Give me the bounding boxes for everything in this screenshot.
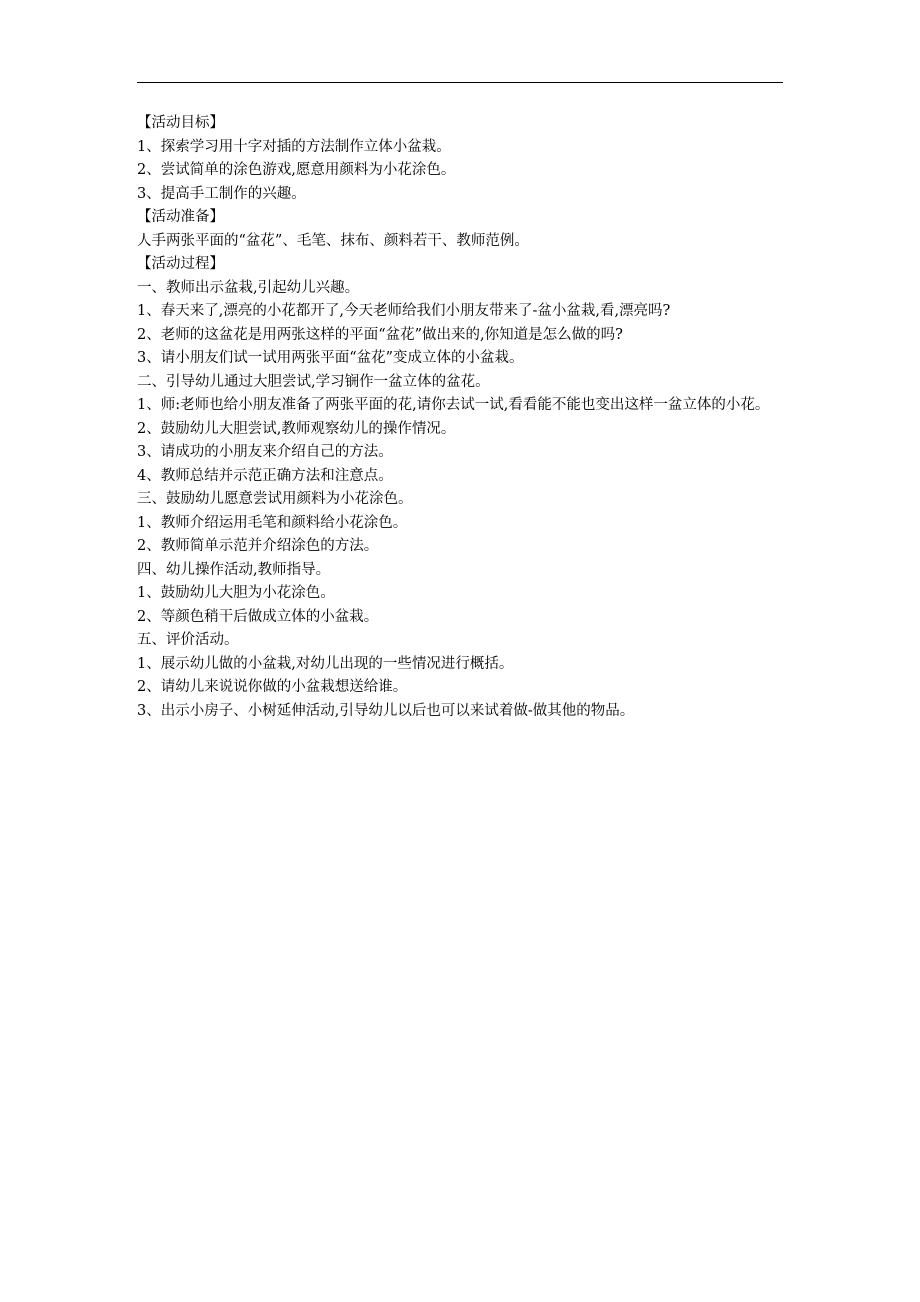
step-heading-4: 四、幼儿操作活动,教师指导。 — [137, 561, 331, 578]
section-heading-process: 【活动过程】 — [137, 256, 224, 272]
goal-item-3: 3、提高手工制作的兴趣。 — [137, 185, 306, 202]
step-4-item-1: 1、鼓励幼儿大胆为小花涂色。 — [137, 585, 335, 601]
step-heading-3: 三、鼓励幼儿愿意尝试用颜料为小花涂色。 — [137, 491, 413, 507]
step-1-item-1: 1、春天来了,漂亮的小花都开了,今天老师给我们小朋友带来了-盆小盆栽,看,漂亮吗? — [137, 303, 671, 319]
step-1-item-2: 2、老师的这盆花是用两张这样的平面“盆花”做出来的,你知道是怎么做的吗? — [137, 326, 623, 343]
step-5-item-1: 1、展示幼儿做的小盆栽,对幼儿出现的一些情况进行概括。 — [137, 655, 514, 672]
step-5-item-3: 3、出示小房子、小树延伸活动,引导幼儿以后也可以来试着做-做其他的物品。 — [137, 702, 635, 719]
step-1-item-3: 3、请小朋友们试一试用两张平面“盆花”变成立体的小盆栽。 — [137, 350, 524, 366]
step-heading-1: 一、教师出示盆栽,引起幼儿兴趣。 — [137, 279, 360, 296]
step-2-item-2: 2、鼓励幼儿大胆尝试,教师观察幼儿的操作情况。 — [137, 420, 456, 437]
step-2-item-1: 1、师:老师也给小朋友准备了两张平面的花,请你去试一试,看看能不能也变出这样一盆立体的小花。 — [137, 397, 770, 413]
header-rule — [137, 82, 783, 83]
section-heading-preparation: 【活动准备】 — [137, 209, 224, 225]
step-3-item-2: 2、教师简单示范并介绍涂色的方法。 — [137, 538, 379, 554]
section-heading-goals: 【活动目标】 — [137, 115, 224, 131]
preparation-text: 人手两张平面的“盆花”、毛笔、抹布、颜料若干、教师范例。 — [137, 232, 529, 249]
step-3-item-1: 1、教师介绍运用毛笔和颜料给小花涂色。 — [137, 514, 408, 531]
goal-item-2: 2、尝试简单的涂色游戏,愿意用颜料为小花涂色。 — [137, 162, 456, 178]
document-body — [137, 112, 785, 723]
step-2-item-4: 4、教师总结并示范正确方法和注意点。 — [137, 467, 393, 484]
step-4-item-2: 2、等颜色稍干后做成立体的小盆栽。 — [137, 608, 379, 625]
step-2-item-3: 3、请成功的小朋友来介绍自己的方法。 — [137, 444, 393, 460]
goal-item-1: 1、探索学习用十字对插的方法制作立体小盆栽。 — [137, 138, 451, 155]
step-heading-2: 二、引导幼儿通过大胆尝试,学习锎作一盆立体的盆花。 — [137, 373, 490, 390]
step-5-item-2: 2、请幼儿来说说你做的小盆栽想送给谁。 — [137, 679, 408, 695]
step-heading-5: 五、评价活动。 — [137, 632, 239, 648]
